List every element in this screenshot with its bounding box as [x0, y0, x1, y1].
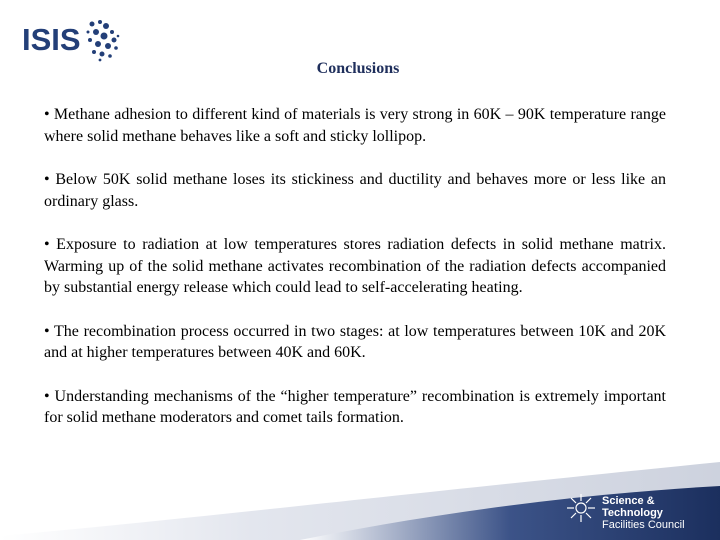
stfc-line2: Facilities Council: [602, 519, 685, 531]
bullet-item: • Understanding mechanisms of the “higher temperature” recombination is extremely important for solid methane moderators and comet tails formation.: [44, 387, 666, 426]
isis-logo-text: ISIS: [22, 22, 81, 57]
stfc-line1: Science & Technology: [602, 495, 663, 519]
page-title: Conclusions: [316, 60, 400, 77]
stfc-burst-icon: [566, 492, 596, 524]
bullet-item: • Below 50K solid methane loses its stickiness and ductility and behaves more or less like an ordinary glass.: [44, 171, 666, 210]
bullet-item: • Exposure to radiation at low temperatures stores radiation defects in solid methane matrix. Warming up of the solid methane activates recombination of the radiation defects accompanied by substantial energy release which could lead to self-accelerating heating.: [44, 236, 666, 296]
stfc-logo: [566, 492, 716, 531]
bullet-item: • The recombination process occurred in two stages: at low temperatures between 10K and 20K and at higher temperatures between 40K and 60K.: [44, 322, 666, 361]
bullet-item: • Methane adhesion to different kind of materials is very strong in 60K – 90K temperature range where solid methane behaves like a soft and sticky lollipop.: [44, 106, 666, 145]
stfc-name: [602, 495, 716, 531]
